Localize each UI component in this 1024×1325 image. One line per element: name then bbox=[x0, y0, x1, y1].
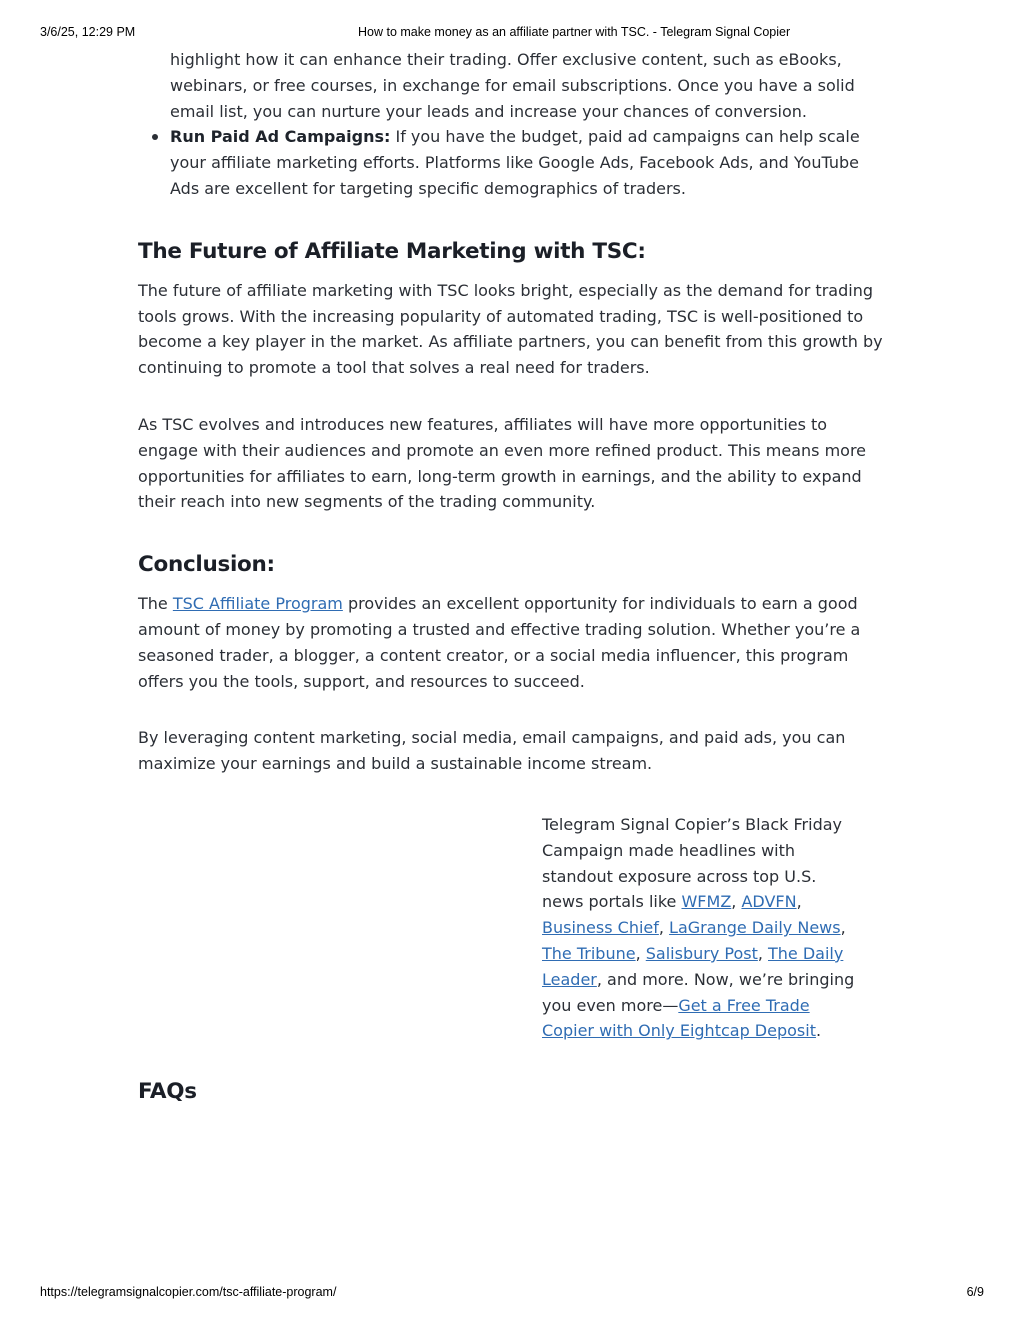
the-daily-leader-link[interactable]: The Daily Leader bbox=[542, 943, 844, 989]
future-heading: The Future of Affiliate Marketing with TSC: bbox=[138, 238, 646, 264]
advfn-link[interactable]: ADVFN bbox=[741, 892, 797, 912]
email-bullet-text: highlight how it can enhance their trading. Offer exclusive content, such as eBooks, webinars, or free courses, in exchange for email subscriptions. Once you have a solid email list, you can nurture your leads and increase your chances of conversion. bbox=[170, 50, 855, 121]
paid-ads-bullet bbox=[170, 124, 890, 201]
print-header bbox=[40, 25, 984, 41]
email-bullet-continuation bbox=[170, 47, 890, 124]
the-tribune-link[interactable]: The Tribune bbox=[542, 943, 636, 963]
page-number: 6/9 bbox=[966, 1285, 984, 1299]
business-chief-link[interactable]: Business Chief bbox=[542, 918, 659, 938]
strategy-list bbox=[138, 47, 890, 202]
conclusion-rest: provides an excellent opportunity for individuals to earn a good amount of money by promoting a trusted and effective trading solution. Whether you’re a seasoned trader, a blogger, a content creator, or a social media influencer, this program offers you the tools, support, and resources to succeed. bbox=[138, 594, 861, 691]
promo-intro: Telegram Signal Copier’s Black Friday Campaign made headlines with standout exposure across top U.S. news portals like bbox=[542, 815, 842, 912]
future-paragraph-2: As TSC evolves and introduces new features, affiliates will have more opportunities to engage with their audiences and promote an even more refined product. This means more opportunities for affiliates to earn, long-term growth in earnings, and the ability to expand their reach into new segments of the trading community. bbox=[138, 414, 867, 512]
print-footer bbox=[40, 1285, 984, 1301]
wfmz-link[interactable]: WFMZ bbox=[681, 892, 732, 912]
promo-end: . bbox=[815, 1021, 822, 1041]
print-page-title: How to make money as an affiliate partner with TSC. - Telegram Signal Copier bbox=[358, 25, 791, 39]
paid-ads-text: If you have the budget, paid ad campaigns can help scale your affiliate marketing efforts. Platforms like Google Ads, Facebook Ads, and YouTube Ads are excellent for targeting specific demographics of traders. bbox=[170, 127, 860, 198]
paid-ads-lead: Run Paid Ad Campaigns: bbox=[170, 127, 391, 147]
promo-mid: , and more. Now, we’re bringing you even more— bbox=[542, 969, 855, 1015]
conclusion-prefix: The bbox=[138, 594, 173, 614]
salisbury-post-link[interactable]: Salisbury Post bbox=[645, 943, 758, 963]
black-friday-promo: Telegram Signal Copier’s Black Friday Campaign made headlines with standout exposure across top U.S. news portals like WFMZ, ADVFN, Business Chief, LaGrange Daily News, The Tribune, Salisbury Post, The Daily Leader, and more. Now, we’re bringing you even more—Get a Free Trade Copier with Only Eightcap Deposit. bbox=[542, 815, 855, 1041]
conclusion-paragraph-1 bbox=[138, 591, 890, 694]
future-paragraph-1: The future of affiliate marketing with TSC looks bright, especially as the demand for trading tools grows. With the increasing popularity of automated trading, TSC is well-positioned to become a key player in the market. As affiliate partners, you can benefit from this growth by continuing to promote a tool that solves a real need for traders. bbox=[138, 280, 883, 378]
lagrange-daily-news-link[interactable]: LaGrange Daily News bbox=[669, 918, 841, 938]
print-url: https://telegramsignalcopier.com/tsc-affiliate-program/ bbox=[40, 1285, 337, 1299]
free-trade-copier-link[interactable]: Get a Free Trade Copier with Only Eightcap Deposit bbox=[542, 995, 816, 1041]
conclusion-paragraph-2: By leveraging content marketing, social media, email campaigns, and paid ads, you can maximize your earnings and build a sustainable income stream. bbox=[138, 728, 846, 774]
article-body bbox=[138, 47, 890, 777]
tsc-affiliate-program-link[interactable]: TSC Affiliate Program bbox=[172, 594, 343, 614]
print-date: 3/6/25, 12:29 PM bbox=[40, 25, 136, 39]
conclusion-heading: Conclusion: bbox=[138, 552, 275, 578]
faqs-heading: FAQs bbox=[138, 1079, 197, 1104]
